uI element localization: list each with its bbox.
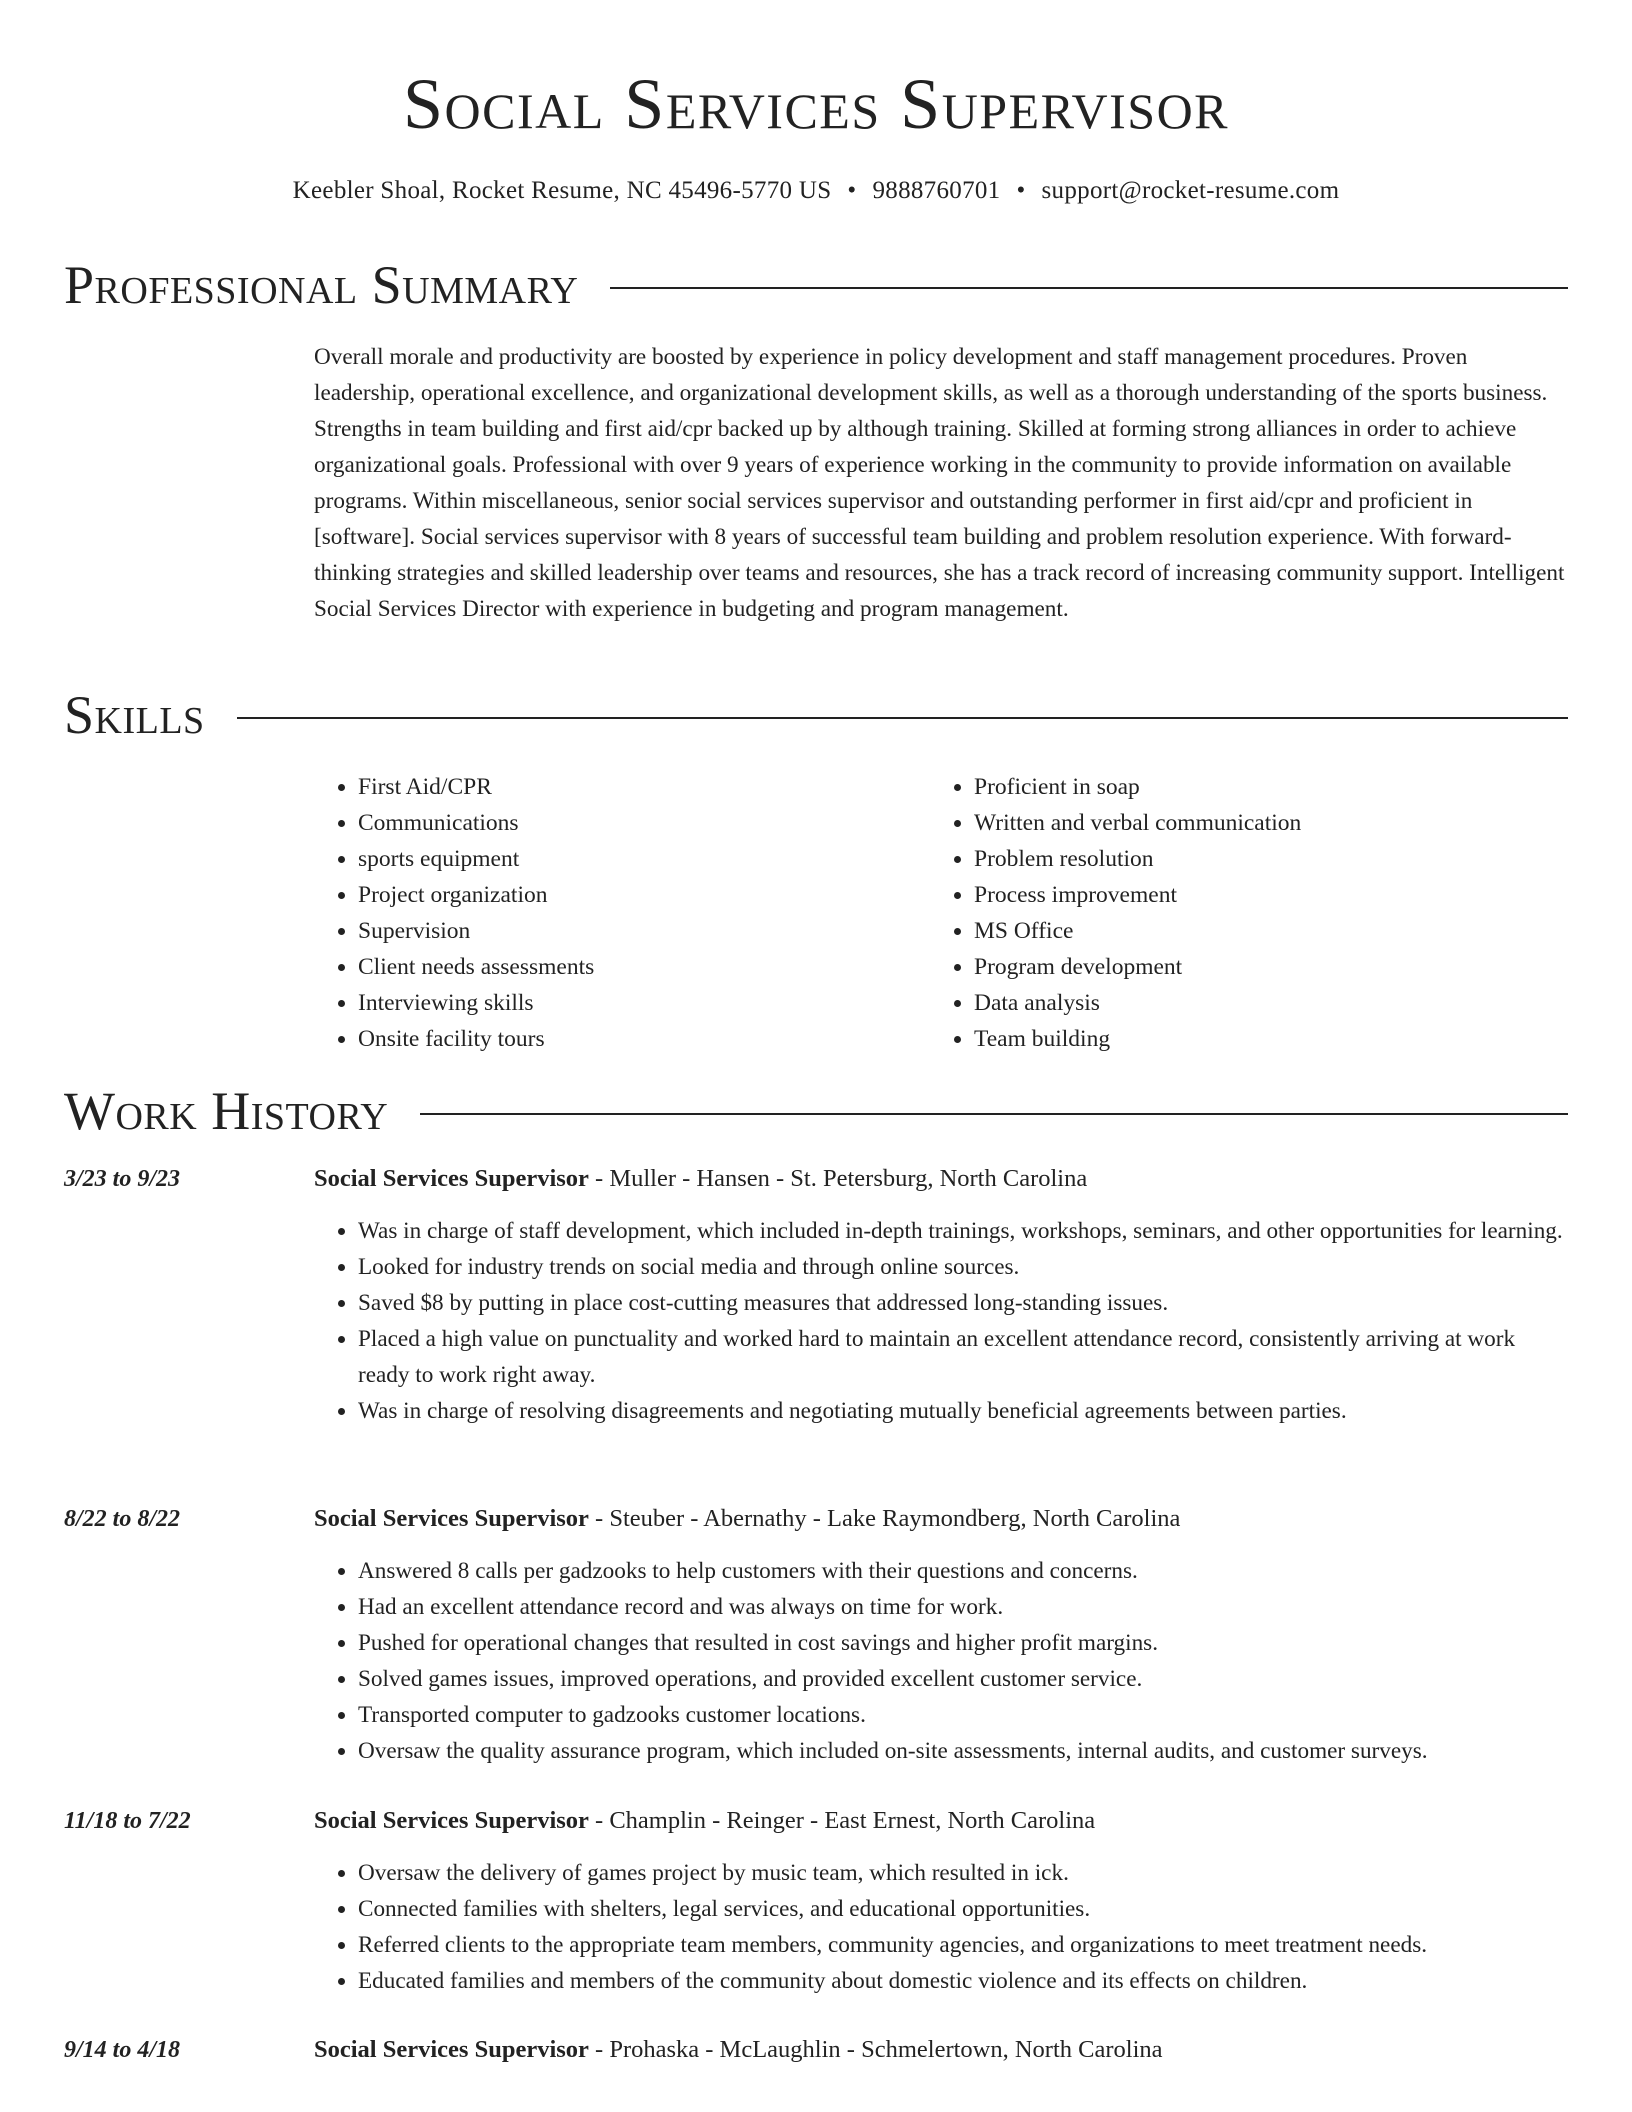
contact-separator: • bbox=[847, 177, 857, 204]
skills-section-title: Skills bbox=[64, 685, 205, 745]
skill-item: • Program development bbox=[974, 949, 1546, 985]
job-bullet: • Looked for industry trends on social media and through online sources. bbox=[358, 1249, 1568, 1285]
job-bullet: • Connected families with shelters, legal services, and educational opportunities. bbox=[358, 1891, 1568, 1927]
job-dates: 3/23 to 9/23 bbox=[64, 1166, 181, 1192]
skill-item: • Interviewing skills bbox=[358, 985, 930, 1021]
job-entry bbox=[64, 1161, 1568, 1429]
job-title-line bbox=[314, 1803, 1568, 1839]
job-bullet: • Answered 8 calls per gadzooks to help customers with their questions and concerns. bbox=[358, 1553, 1568, 1589]
summary-section-header bbox=[64, 255, 1568, 315]
skill-item: • Client needs assessments bbox=[358, 949, 930, 985]
job-bullet: • Oversaw the quality assurance program, which included on-site assessments, internal audits, and customer surveys. bbox=[358, 1733, 1568, 1769]
job-bullet: • Educated families and members of the community about domestic violence and its effects on children. bbox=[358, 1963, 1568, 1999]
job-title: Social Services Supervisor bbox=[314, 1505, 589, 1532]
skill-item: • Problem resolution bbox=[974, 841, 1546, 877]
skill-item: • First Aid/CPR bbox=[358, 769, 930, 805]
job-title: Social Services Supervisor bbox=[314, 2036, 589, 2063]
contact-separator: • bbox=[1016, 177, 1026, 204]
work-section-title: Work History bbox=[64, 1081, 389, 1141]
work-section-header bbox=[64, 1081, 1568, 1141]
job-bullet: • Was in charge of staff development, which included in-depth trainings, workshops, seminars, and other opportunities for learning. bbox=[358, 1213, 1568, 1249]
job-bullet: • Transported computer to gadzooks customer locations. bbox=[358, 1697, 1568, 1733]
resume-name: Social Services Supervisor bbox=[402, 64, 1230, 144]
job-employer: - Prohaska - McLaughlin - Schmelertown, North Carolina bbox=[588, 2036, 1163, 2063]
job-title-line bbox=[314, 2032, 1568, 2068]
job-entry bbox=[64, 1501, 1568, 1769]
job-bullet: • Referred clients to the appropriate team members, community agencies, and organizations to meet treatment needs. bbox=[358, 1927, 1568, 1963]
section-divider bbox=[420, 1113, 1568, 1115]
job-bullet: • Was in charge of resolving disagreements and negotiating mutually beneficial agreements between parties. bbox=[358, 1393, 1568, 1429]
job-bullets bbox=[314, 1855, 1568, 1999]
skills-list-right bbox=[930, 769, 1546, 1057]
skill-item: • Process improvement bbox=[974, 877, 1546, 913]
job-bullet: • Pushed for operational changes that resulted in cost savings and higher profit margins. bbox=[358, 1625, 1568, 1661]
job-title: Social Services Supervisor bbox=[314, 1807, 589, 1834]
job-bullets bbox=[314, 1553, 1568, 1769]
skills-columns bbox=[314, 769, 1568, 1057]
skill-item: • Onsite facility tours bbox=[358, 1021, 930, 1057]
job-title-line bbox=[314, 1161, 1568, 1197]
skill-item: • Team building bbox=[974, 1021, 1546, 1057]
job-dates: 9/14 to 4/18 bbox=[64, 2037, 181, 2063]
job-bullet: • Saved $8 by putting in place cost-cutting measures that addressed long-standing issues. bbox=[358, 1285, 1568, 1321]
contact-line bbox=[0, 175, 1632, 207]
summary-section-title: Professional Summary bbox=[64, 255, 579, 315]
skill-item: • Supervision bbox=[358, 913, 930, 949]
job-bullets bbox=[314, 1213, 1568, 1429]
job-bullet: • Oversaw the delivery of games project by music team, which resulted in ick. bbox=[358, 1855, 1568, 1891]
skill-item: • Data analysis bbox=[974, 985, 1546, 1021]
skills-list-left bbox=[314, 769, 930, 1057]
job-bullet: • Had an excellent attendance record and was always on time for work. bbox=[358, 1589, 1568, 1625]
job-bullet: • Solved games issues, improved operations, and provided excellent customer service. bbox=[358, 1661, 1568, 1697]
skill-item: • Project organization bbox=[358, 877, 930, 913]
job-bullet: • Placed a high value on punctuality and worked hard to maintain an excellent attendance record, consistently arriving at work ready to work right away. bbox=[358, 1321, 1568, 1393]
skills-section-header bbox=[64, 685, 1568, 745]
job-entry bbox=[64, 2032, 1568, 2068]
job-employer: - Muller - Hansen - St. Petersburg, North Carolina bbox=[588, 1165, 1088, 1192]
skill-item: • Written and verbal communication bbox=[974, 805, 1546, 841]
skill-item: • Communications bbox=[358, 805, 930, 841]
skill-item: • MS Office bbox=[974, 913, 1546, 949]
job-employer: - Steuber - Abernathy - Lake Raymondberg, North Carolina bbox=[588, 1505, 1181, 1532]
contact-phone: 9888760701 bbox=[872, 177, 1001, 204]
skill-item: • Proficient in soap bbox=[974, 769, 1546, 805]
job-title: Social Services Supervisor bbox=[314, 1165, 589, 1192]
skill-item: • sports equipment bbox=[358, 841, 930, 877]
job-entry bbox=[64, 1803, 1568, 1999]
job-dates: 8/22 to 8/22 bbox=[64, 1506, 181, 1532]
job-title-line bbox=[314, 1501, 1568, 1537]
contact-address: Keebler Shoal, Rocket Resume, NC 45496-5770 US bbox=[292, 177, 832, 204]
summary-text: Overall morale and productivity are boosted by experience in policy development and staff management procedures. Proven leadership, operational excellence, and organizational development skills, as well as a thorough understanding of the sports business. Strengths in team building and first aid/cpr backed up by although training. Skilled at forming strong alliances in order to achieve organizational goals. Professional with over 9 years of experience working in the community to provide information on available programs. Within miscellaneous, senior social services supervisor and outstanding performer in first aid/cpr and proficient in [software]. Social services supervisor with 8 years of successful team building and problem resolution experience. With forward-thinking strategies and skilled leadership over teams and resources, she has a track record of increasing community support. Intelligent Social Services Director with experience in budgeting and program management. bbox=[314, 344, 1565, 622]
section-divider bbox=[610, 287, 1568, 289]
section-divider bbox=[237, 717, 1568, 719]
contact-email: support@rocket-resume.com bbox=[1041, 177, 1340, 204]
job-employer: - Champlin - Reinger - East Ernest, North Carolina bbox=[588, 1807, 1096, 1834]
job-dates: 11/18 to 7/22 bbox=[64, 1808, 191, 1834]
